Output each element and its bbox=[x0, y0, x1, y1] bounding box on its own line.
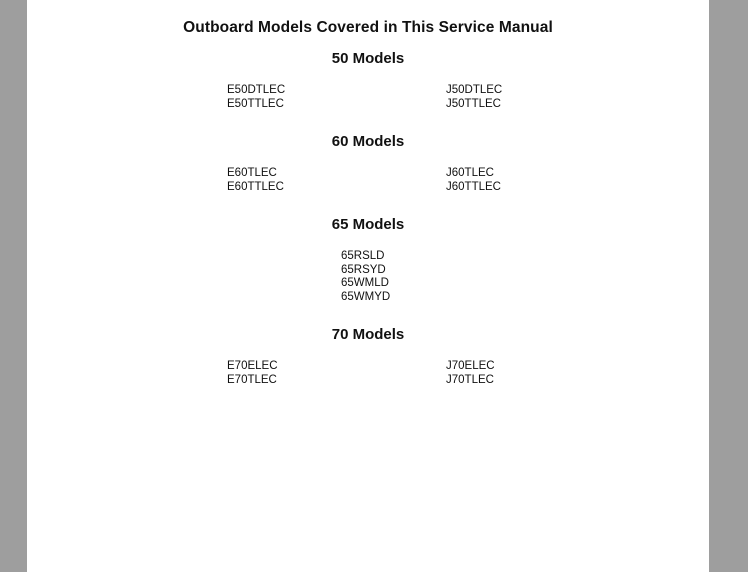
model-list-50-left bbox=[227, 84, 285, 111]
model-list-70-right bbox=[446, 360, 495, 387]
page-title: Outboard Models Covered in This Service Manual bbox=[183, 19, 553, 36]
model-list-70-left bbox=[227, 360, 278, 387]
model-item: 65RSLD bbox=[341, 250, 385, 262]
model-item: J70TLEC bbox=[446, 373, 494, 386]
model-item: J50TTLEC bbox=[446, 97, 501, 110]
model-list-50-right bbox=[446, 84, 502, 111]
model-item: J70ELEC bbox=[446, 360, 495, 372]
model-item: 65WMYD bbox=[341, 290, 391, 303]
model-item: E70TLEC bbox=[227, 373, 277, 386]
section-heading-65-models: 65 Models bbox=[331, 216, 405, 233]
section-heading-60-models: 60 Models bbox=[331, 133, 405, 150]
model-item: E50TTLEC bbox=[227, 97, 284, 110]
model-list-65-center bbox=[341, 250, 390, 304]
model-list-60-left bbox=[227, 167, 284, 194]
section-heading-50-models: 50 Models bbox=[331, 50, 405, 67]
model-item: J60TTLEC bbox=[446, 180, 501, 193]
model-item: 65RSYD bbox=[341, 263, 386, 276]
model-item: 65WMLD bbox=[341, 277, 389, 289]
document-page bbox=[27, 0, 709, 572]
model-item: E60TLEC bbox=[227, 167, 277, 179]
model-item: E50DTLEC bbox=[227, 84, 286, 96]
model-item: J50DTLEC bbox=[446, 84, 503, 96]
model-list-60-right bbox=[446, 167, 501, 194]
model-item: J60TLEC bbox=[446, 167, 494, 179]
section-heading-70-models: 70 Models bbox=[331, 326, 405, 343]
model-item: E60TTLEC bbox=[227, 180, 284, 193]
model-item: E70ELEC bbox=[227, 360, 278, 372]
